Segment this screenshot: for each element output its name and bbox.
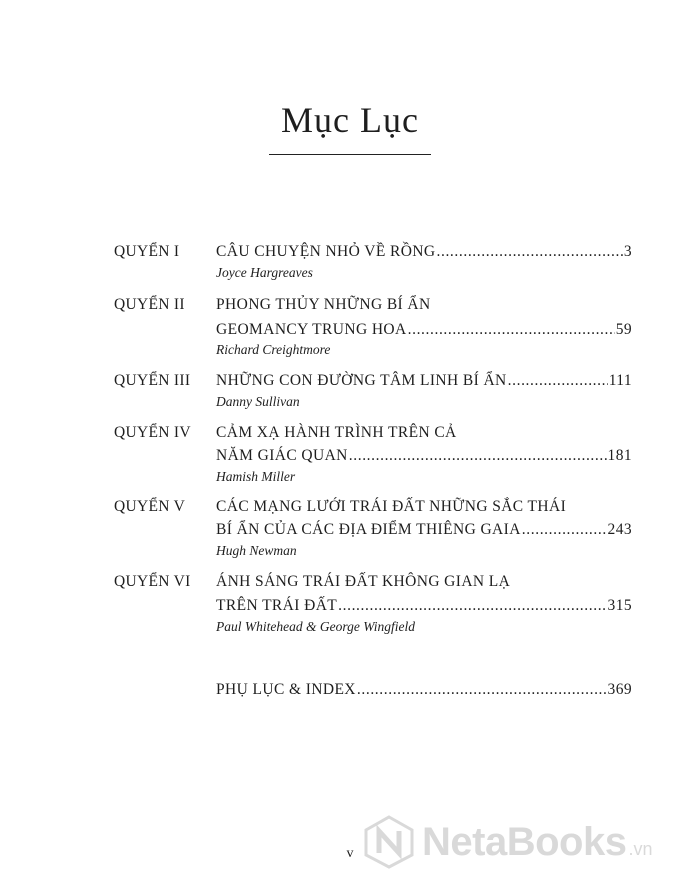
- volume-label: QUYỂN II: [114, 296, 185, 313]
- author-name: Danny Sullivan: [216, 394, 300, 409]
- toc-line[interactable]: [216, 369, 632, 393]
- chapter-title: ÁNH SÁNG TRÁI ĐẤT KHÔNG GIAN LẠ: [216, 573, 511, 590]
- chapter-title: PHONG THỦY NHỮNG BÍ ẨN: [216, 296, 431, 313]
- toc-line[interactable]: [216, 594, 632, 618]
- dot-leader: [357, 678, 607, 702]
- page-number: 181: [607, 447, 632, 464]
- toc-line[interactable]: [216, 293, 632, 317]
- toc-line[interactable]: [216, 570, 632, 594]
- page-number: 111: [608, 372, 632, 389]
- netabooks-logo-icon: [362, 815, 416, 869]
- chapter-title: BÍ ẨN CỦA CÁC ĐỊA ĐIỂM THIÊNG GAIA: [216, 521, 521, 538]
- toc-line[interactable]: [216, 421, 632, 445]
- volume-label: QUYỂN VI: [114, 573, 191, 590]
- chapter-title: NĂM GIÁC QUAN: [216, 447, 348, 464]
- toc-line[interactable]: [216, 495, 632, 519]
- dot-leader: [349, 444, 607, 468]
- dot-leader: [508, 369, 608, 393]
- page-title: Mục Lục: [281, 100, 419, 140]
- author-name: Paul Whitehead & George Wingfield: [216, 619, 415, 634]
- chapter-title: NHỮNG CON ĐƯỜNG TÂM LINH BÍ ẨN: [216, 372, 507, 389]
- dot-leader: [408, 318, 615, 342]
- chapter-title: TRÊN TRÁI ĐẤT: [216, 597, 338, 614]
- author-name: Hugh Newman: [216, 543, 297, 558]
- watermark: [362, 812, 700, 872]
- dot-leader: [522, 518, 607, 542]
- volume-label: QUYỂN V: [114, 498, 186, 515]
- chapter-title: CẢM XẠ HÀNH TRÌNH TRÊN CẢ: [216, 424, 457, 441]
- page-number: 243: [607, 521, 632, 538]
- volume-label: QUYỂN III: [114, 372, 191, 389]
- page-number: 369: [607, 681, 632, 698]
- title-underline: [269, 154, 431, 155]
- toc-line[interactable]: [216, 518, 632, 542]
- toc-line[interactable]: [216, 240, 632, 264]
- chapter-title: GEOMANCY TRUNG HOA: [216, 321, 407, 338]
- folio-page-number: v: [346, 846, 354, 861]
- page-number: 3: [623, 243, 632, 260]
- page-number: 315: [607, 597, 632, 614]
- author-name: Joyce Hargreaves: [216, 265, 313, 280]
- appendix-title: PHỤ LỤC & INDEX: [216, 681, 356, 698]
- dot-leader: [437, 240, 623, 264]
- watermark-suffix: .vn: [628, 838, 653, 859]
- author-name: Richard Creightmore: [216, 342, 331, 357]
- toc-line[interactable]: [216, 318, 632, 342]
- page-number: 59: [615, 321, 632, 338]
- author-name: Hamish Miller: [216, 469, 296, 484]
- volume-label: QUYỂN IV: [114, 424, 191, 441]
- chapter-title: CÁC MẠNG LƯỚI TRÁI ĐẤT NHỮNG SẮC THÁI: [216, 498, 567, 515]
- watermark-brand: NetaBooks: [422, 819, 627, 864]
- dot-leader: [338, 594, 606, 618]
- volume-label: QUYỂN I: [114, 243, 180, 260]
- chapter-title: CÂU CHUYỆN NHỎ VỀ RỒNG: [216, 243, 436, 260]
- toc-line[interactable]: [216, 678, 632, 702]
- toc-line[interactable]: [216, 444, 632, 468]
